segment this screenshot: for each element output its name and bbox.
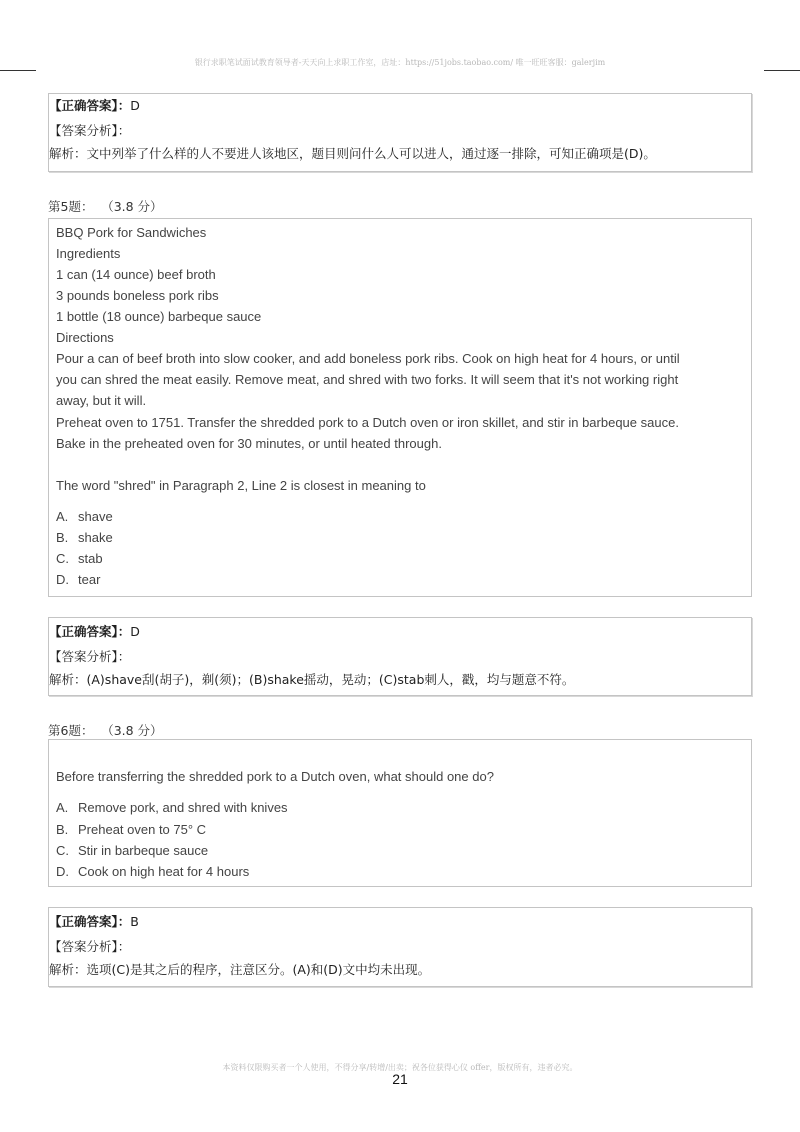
correct-answer-letter: D [130,98,140,113]
passage-line: 1 bottle (18 ounce) barbeque sauce [56,309,262,324]
question-points: （3.8 分） [107,723,163,738]
correct-answer-letter: B [130,914,139,929]
question-text: Before transferring the shredded pork to a Dutch oven, what should one do? [56,769,494,784]
question-box-q5 [48,218,752,597]
question-box-q6 [48,739,752,887]
passage-line: away, but it will. [56,393,147,408]
option-text: shake [78,530,113,545]
option-text: Preheat oven to 75° C [78,822,207,837]
question-label: 第5题： [48,199,94,214]
option-letter: C. [56,551,69,566]
option-letter: A. [56,509,69,524]
option-a [56,509,113,525]
answer-analysis-label: 【答案分析】： [49,649,131,664]
page-number: 21 [392,1071,408,1087]
correct-answer-label: 【正确答案】： [49,624,131,639]
option-text: shave [78,509,113,524]
option-b [56,530,113,546]
option-d [56,864,249,880]
answer-explanation: 解析：选项(C)是其之后的程序，注意区分。(A)和(D)文中均未出现。 [49,962,431,977]
option-letter: A. [56,800,69,815]
option-c [56,843,208,859]
header-rule-right [764,70,800,71]
passage-title: BBQ Pork for Sandwiches [56,225,207,240]
question-points: （3.8 分） [107,199,163,214]
passage-line: 3 pounds boneless pork ribs [56,288,219,303]
passage-line: Preheat oven to 1751. Transfer the shredded pork to a Dutch oven or iron skillet, and stir in barbeque sauce. [56,415,679,430]
correct-answer-label: 【正确答案】： [49,914,131,929]
option-text: tear [78,572,101,587]
question-label: 第6题： [48,723,94,738]
question-text: The word "shred" in Paragraph 2, Line 2 is closest in meaning to [56,478,426,493]
question-header-q6 [48,721,163,739]
footer-note: 本资料仅限购买者一个人使用，不得分享/转增/出卖；祝各位获得心仪 offer，版权所有，违者必究。 [222,1063,578,1072]
question-header-q5 [48,197,163,215]
option-text: Cook on high heat for 4 hours [78,864,250,879]
correct-answer-line [49,914,139,930]
answer-box-q4 [48,93,752,172]
option-letter: B. [56,530,69,545]
passage-line: Pour a can of beef broth into slow cooker, and add boneless pork ribs. Cook on high heat for 4 hours, or until [56,351,680,366]
passage-line: 1 can (14 ounce) beef broth [56,267,216,282]
option-text: stab [78,551,103,566]
option-letter: C. [56,843,69,858]
answer-explanation: 解析：文中列举了什么样的人不要进人该地区，题目则问什么人可以进人，通过逐一排除，可知正确项是(D)。 [49,146,656,161]
header-note: 银行求职笔试面试教育领导者-天天向上求职工作室，店址：https://51jobs.taobao.com/ 唯一旺旺客服：galerjim [194,58,606,67]
answer-analysis-label: 【答案分析】： [49,123,131,138]
option-letter: D. [56,572,69,587]
answer-explanation: 解析：(A)shave刮(胡子)，剃(须)；(B)shake摇动，晃动；(C)stab刺人，戳，均与题意不符。 [49,672,575,687]
passage-line: you can shred the meat easily. Remove meat, and shred with two forks. It will seem that it's not working right [56,372,679,387]
option-a [56,800,288,816]
answer-analysis-label: 【答案分析】： [49,939,131,954]
correct-answer-line [49,624,140,640]
option-text: Remove pork, and shred with knives [78,800,288,815]
option-text: Stir in barbeque sauce [78,843,209,858]
header-rule-left [0,70,36,71]
passage-line: Bake in the preheated oven for 30 minutes, or until heated through. [56,436,442,451]
correct-answer-letter: D [130,624,140,639]
option-letter: D. [56,864,69,879]
passage-line: Directions [56,330,114,345]
passage-line: Ingredients [56,246,121,261]
correct-answer-line [49,98,140,114]
option-c [56,551,103,567]
answer-box-q5 [48,617,752,696]
answer-box-q6 [48,907,752,987]
correct-answer-label: 【正确答案】： [49,98,131,113]
option-d [56,572,100,588]
option-b [56,822,206,838]
option-letter: B. [56,822,69,837]
